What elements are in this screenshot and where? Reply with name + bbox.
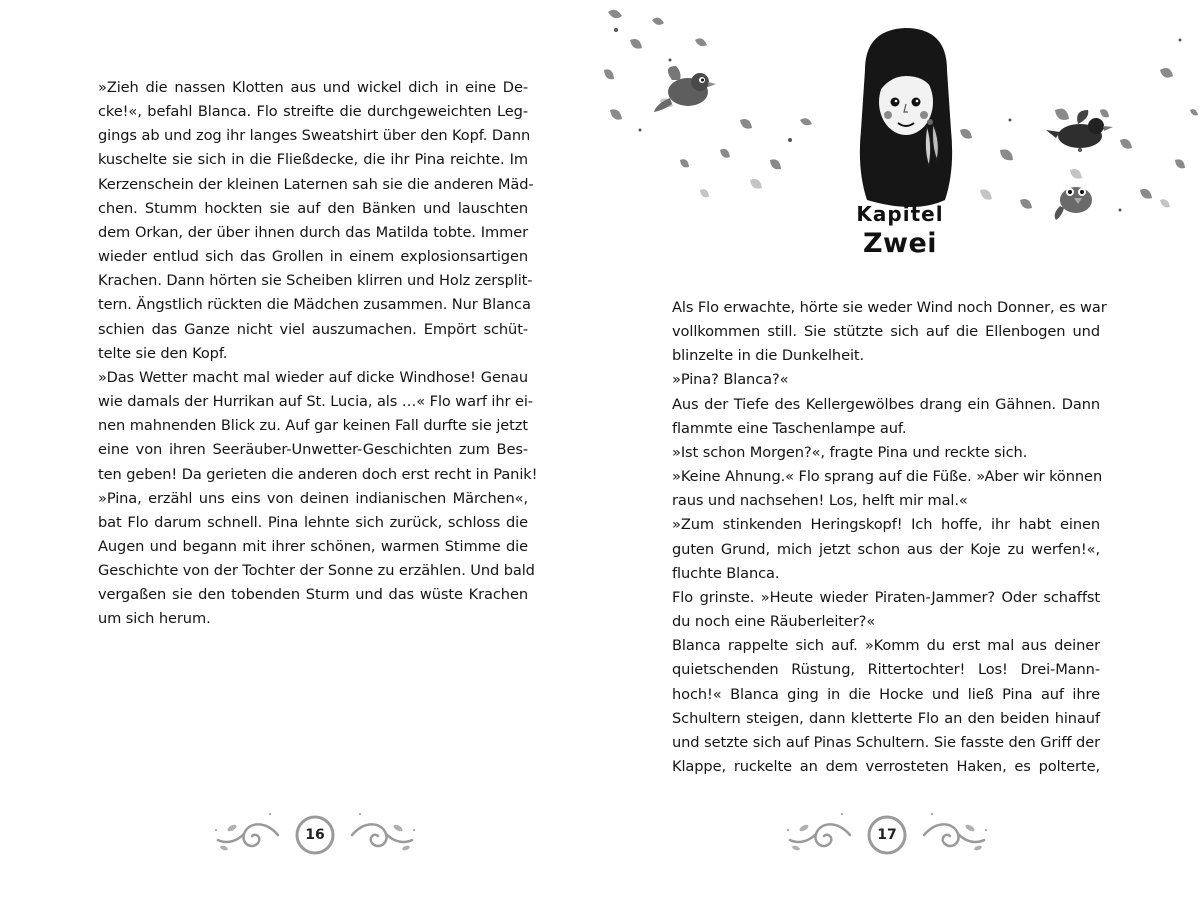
text-line: chen. Stumm hockten sie auf den Bänken und lauschten [98, 199, 528, 217]
text-line: Geschichte von der Tochter der Sonne zu erzählen. Und bald [98, 562, 535, 580]
text-line: hoch!« Blanca ging in die Hocke und ließ Pina auf ihre [672, 685, 1100, 703]
page-number-ornament [210, 800, 420, 870]
text-line: dem Orkan, der über ihnen durch das Matilda tobte. Immer [98, 223, 528, 241]
text-line: Krachen. Dann hörten sie Scheiben klirren und Holz zersplit- [98, 272, 533, 290]
page-number: 16 [305, 827, 325, 843]
bird-left [654, 66, 716, 112]
text-line: »Das Wetter macht mal wieder auf dicke Windhose! Genau [98, 368, 528, 386]
text-line: bat Flo darum schnell. Pina lehnte sich zurück, schloss die [98, 513, 528, 531]
text-line: um sich herum. [98, 610, 211, 628]
text-line: blinzelte in die Dunkelheit. [672, 347, 865, 365]
text-line: nen mahnenden Blick zu. Auf gar keinen Fall durfte sie jetzt [98, 417, 528, 435]
page-number-ornament [782, 800, 992, 870]
text-line: ten geben! Da gerieten die anderen doch erst recht in Panik! [98, 465, 538, 483]
text-line: vollkommen still. Sie stützte sich auf die Ellenbogen und [672, 323, 1100, 341]
right-page-text [672, 296, 1107, 779]
text-line: wieder entlud sich das Grollen in einem explosionsartigen [98, 248, 528, 266]
text-line: Flo grinste. »Heute wieder Piraten-Jammer? Oder schaffst [672, 588, 1100, 606]
text-line: vergaßen sie den tobenden Sturm und das wüste Krachen [98, 586, 528, 604]
text-line: gings ab und zog ihr langes Sweatshirt über den Kopf. Dann [98, 127, 531, 145]
text-line: schien das Ganze nicht viel auszumachen. Empört schüt- [98, 320, 528, 338]
text-line: eine von ihren Seeräuber-Unwetter-Geschichten zum Bes- [98, 441, 528, 459]
text-line: »Keine Ahnung.« Flo sprang auf die Füße. »Aber wir können [672, 468, 1103, 486]
text-line: raus und nachsehen! Los, helft mir mal.« [672, 492, 968, 510]
chapter-title: Zwei [862, 228, 938, 259]
text-line: cke!«, befahl Blanca. Flo streifte die durchgeweichten Leg- [98, 103, 528, 121]
text-line: Kerzenschein der kleinen Laternen sah sie die anderen Mäd- [98, 175, 534, 193]
text-line: »Zum stinkenden Heringskopf! Ich hoffe, ihr habt einen [672, 516, 1100, 534]
girl-portrait [860, 28, 952, 207]
text-line: Als Flo erwachte, hörte sie weder Wind noch Donner, es war [672, 299, 1107, 316]
text-line: guten Grund, mich jetzt schon aus der Koje zu werfen!«, [672, 540, 1100, 558]
text-line: »Ist schon Morgen?«, fragte Pina und reckte sich. [672, 443, 1028, 461]
text-line: fluchte Blanca. [672, 564, 780, 582]
page-number: 17 [877, 827, 897, 843]
text-line: Augen und begann mit ihrer schönen, warmen Stimme die [98, 537, 528, 555]
text-line: du noch eine Räuberleiter?« [672, 613, 876, 631]
text-line: Aus der Tiefe des Kellergewölbes drang ein Gähnen. Dann [672, 395, 1100, 413]
text-line: »Pina? Blanca?« [672, 371, 789, 389]
left-page-text [98, 76, 538, 632]
text-line: telte sie den Kopf. [98, 344, 228, 362]
text-line: quietschenden Rüstung, Rittertochter! Los! Drei-Mann- [672, 661, 1100, 679]
text-line: tern. Ängstlich rückten die Mädchen zusammen. Nur Blanca [98, 296, 531, 314]
chapter-kicker: Kapitel [856, 202, 944, 226]
right-page [600, 0, 1200, 908]
bird-bottom-right [1055, 187, 1092, 220]
text-line: und setzte sich auf Pinas Schultern. Sie fasste den Griff der [672, 733, 1100, 751]
text-line: Klappe, ruckelte an dem verrosteten Haken, es polterte, [672, 757, 1100, 775]
text-line: wie damals der Hurrikan auf St. Lucia, als …« Flo warf ihr ei- [98, 393, 533, 411]
text-line: kuschelte sie sich in die Fließdecke, die ihr Pina reichte. Im [98, 151, 528, 169]
text-line: »Pina, erzähl uns eins von deinen indianischen Märchen«, [98, 489, 528, 507]
text-line: Blanca rappelte sich auf. »Komm du erst mal aus deiner [672, 637, 1100, 655]
text-line: flammte eine Taschenlampe auf. [672, 419, 907, 437]
text-line: Schultern steigen, dann kletterte Flo an den beiden hinauf [672, 709, 1100, 727]
text-line: »Zieh die nassen Klotten aus und wickel dich in eine De- [98, 79, 528, 96]
